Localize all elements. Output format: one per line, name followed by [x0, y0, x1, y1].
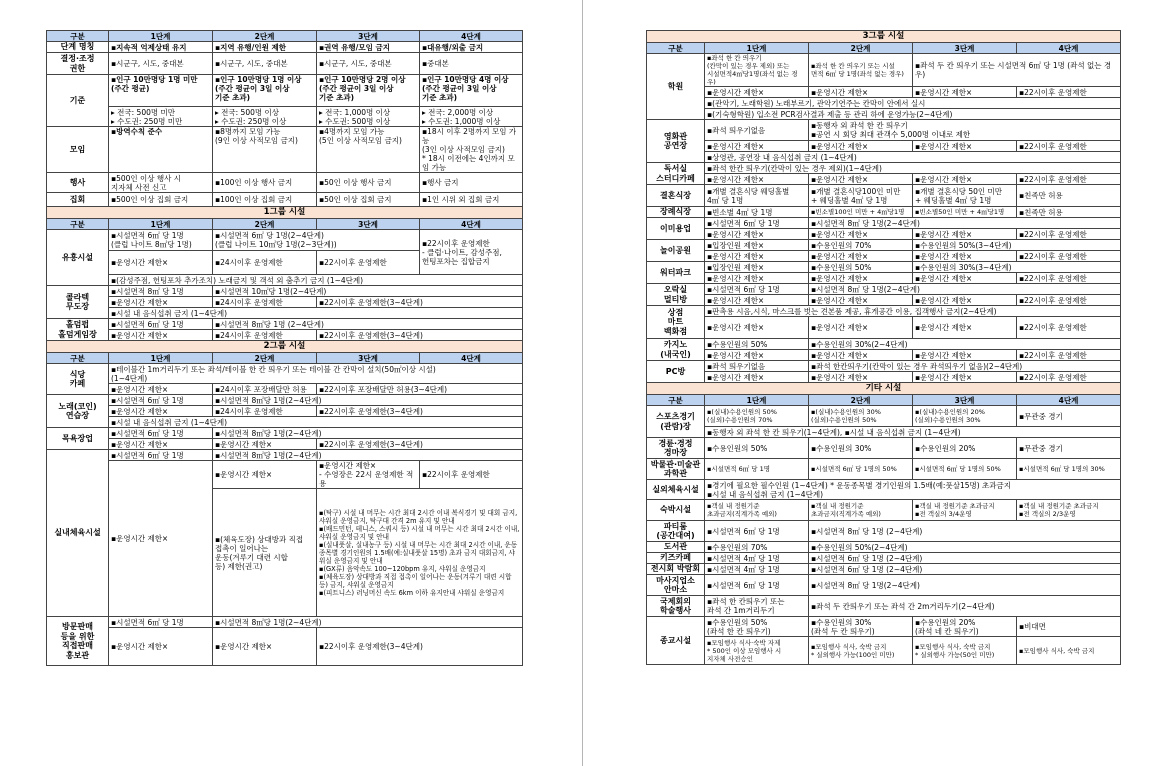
cell: ▪시설면적 6㎡ 당 1명: [109, 428, 213, 439]
cell: ▪8명까지 모임 가능 (9인 이상 사적모임 금지): [213, 127, 317, 173]
cell: ▪무관중 경기: [1017, 438, 1121, 459]
level-table-left: [46, 30, 523, 666]
header-cell: 4단계: [420, 353, 523, 364]
cell: ▪시설면적 6㎡ 당 1명의 50%: [913, 459, 1017, 480]
cell: ▪운영시간 제한×: [913, 174, 1017, 185]
cell: ▪24시이후 운영제한: [213, 297, 317, 308]
cell: ▪운영시간 제한×: [213, 461, 317, 489]
cell: ▪22시이후 운영제한: [317, 251, 420, 275]
cell: ▪시설면적 8㎡ 당 1명(2~4단계): [809, 575, 1121, 596]
cell: ▪인구 10만명당 4명 이상 (주간 평균이 3일 이상 기준 초과): [420, 75, 523, 107]
cell: ▪운영시간 제한×: [213, 628, 317, 666]
cell: ▪(체육도장) 상대방과 직접 접촉이 일어나는 운동(겨루기 대련 시합 등) 제한(권고): [213, 489, 317, 617]
row-label: 마사지업소 안마소: [647, 575, 705, 596]
cell: ▪운영시간 제한×: [705, 317, 809, 339]
cell: ▸ 전국: 1,000명 이상 ▸ 수도권: 500명 이상: [317, 107, 420, 127]
row-label: 숙박시설: [647, 500, 705, 521]
cell: ▪모임행사 식사, 숙박 금지 * 실외행사 가능(100인 미만): [809, 637, 913, 665]
header-cell: 2단계: [213, 353, 317, 364]
right-page: [646, 30, 1120, 665]
cell: ▪22시이후 운영제한(3~4단계): [317, 297, 523, 308]
cell: ▪상영관, 공연장 내 음식섭취 금지 (1~4단계): [705, 152, 1121, 163]
row-label: 국제회의 학술행사: [647, 596, 705, 617]
cell: ▪비대면: [1017, 617, 1121, 637]
cell: ▪수용인원의 20% (좌석 네 칸 띄우기): [913, 617, 1017, 637]
header-cell: 구분: [647, 395, 705, 406]
cell: ▪시설면적 4㎡ 당 1명: [705, 553, 809, 564]
cell: ▪22시이후 운영제한: [1017, 317, 1121, 339]
cell: ▪운영시간 제한×: [913, 350, 1017, 361]
cell: ▪동행자 외 좌석 한 칸 띄우기 ▪공연 시 회당 최대 관객수 5,000명 이내로 제한: [809, 120, 1121, 141]
cell: ▪24시이후 운영제한: [213, 251, 317, 275]
row-label: 키즈카페: [647, 553, 705, 564]
header-cell: 구분: [47, 31, 109, 42]
header-cell: 1단계: [705, 43, 809, 54]
cell: ▪시설면적 6㎡ 당 1명: [705, 521, 809, 542]
row-label: 행사: [47, 173, 109, 193]
cell: ▪무관중 경기: [1017, 406, 1121, 427]
cell: ▪수용인원의 50%: [705, 339, 809, 350]
cell: ▪운영시간 제한×: [705, 295, 809, 306]
cell: ▪시설면적 8㎡ 당 1명 (2~4단계): [809, 521, 1121, 542]
cell: ▪시설면적 4㎡ 당 1명: [705, 564, 809, 575]
cell: ▪좌석 한 칸 띄우기 (칸막이 있는 경우 제외) 또는 시설면적4㎡당1명(좌석 없는 경우): [705, 54, 809, 87]
cell: ▪수용인원의 30%(3~4단계): [913, 262, 1121, 273]
cell: ▪22시이후 운영제한: [1017, 350, 1121, 361]
cell: ▪운영시간 제한×: [809, 251, 913, 262]
cell: ▪시설면적 6㎡ 당 1명: [109, 617, 213, 628]
cell: ▪(관악기, 노래학원) 노래부르기, 관악기연주는 칸막이 안에서 실시: [705, 98, 1121, 109]
cell: ▪개별 결혼식당 50인 미만 + 웨딩홀별 4㎡ 당 1명: [913, 185, 1017, 207]
cell: ▪18시 이후 2명까지 모임 가능 (3인 이상 사적모임 금지) * 18시 이전에는 4인까지 모임 가능: [420, 127, 523, 173]
row-label: 놀이공원: [647, 240, 705, 262]
cell: ▪24시이후 포장배달만 허용: [213, 384, 317, 395]
row-label: 상점 마트 백화점: [647, 306, 705, 339]
cell: ▪지속적 억제상태 유지: [109, 42, 213, 53]
cell: ▪판촉용 시음,시식, 마스크를 벗는 견본품 제공, 휴게공간 이용, 집객행사 금지(2~4단계): [705, 306, 1121, 317]
cell: ▪시설면적 6㎡ 당 1명 (클럽 나이트 8㎡당 1명): [109, 230, 213, 251]
cell: ▪인구 10만명당 2명 이상 (주간 평균이 3일 이상 기준 초과): [317, 75, 420, 107]
row-label: 이미용업: [647, 218, 705, 240]
cell: ▪빈소별50인 미만 + 4㎡당1명: [913, 207, 1017, 218]
cell: ▪빈소별 4㎡ 당 1명: [705, 207, 809, 218]
cell: ▪수용인원의 50%(3~4단계): [913, 240, 1121, 251]
cell: ▪좌석 한칸 띄우기(칸막이 있는 경우 제외)(1~4단계): [705, 163, 1121, 174]
cell: ▪운영시간 제한×: [809, 372, 913, 383]
cell: ▪친족만 허용: [1017, 207, 1121, 218]
cell: ▪수용인원의 50%(2~4단계): [809, 542, 1121, 553]
header-cell: 4단계: [420, 31, 523, 42]
cell: ▪인구 10만명당 1명 이상 (주간 평균이 3일 이상 기준 초과): [213, 75, 317, 107]
row-label: 전시회 박람회: [647, 564, 705, 575]
cell: ▪운영시간 제한×: [705, 372, 809, 383]
cell: ▪22시이후 운영제한: [1017, 141, 1121, 152]
row-label: 실외체육시설: [647, 480, 705, 500]
cell: ▪22시이후 운영제한: [1017, 229, 1121, 240]
cell: ▪수용인원의 30%(2~4단계): [809, 339, 1121, 350]
level-table-right: [646, 30, 1121, 665]
cell: ▪시군구, 시도, 중대본: [213, 53, 317, 75]
section-title: 기타 시설: [647, 383, 1121, 395]
cell: ▪시설면적 6㎡ 당 1명: [705, 459, 809, 480]
row-label: 기준: [47, 75, 109, 127]
cell: ▪운영시간 제한×: [913, 251, 1017, 262]
row-label: 스포츠경기 (관람)장: [647, 406, 705, 438]
row-label: 독서실 스터디카페: [647, 163, 705, 185]
cell: ▪운영시간 제한×: [809, 229, 913, 240]
cell: ▪운영시간 제한×: [705, 251, 809, 262]
section-title: 1그룹 시설: [47, 207, 523, 219]
cell: ▪시설면적 6㎡ 당 1명(2~4단계) (클럽 나이트 10㎡당 1명(2~3단계)): [213, 230, 420, 251]
row-label: 콜라텍 무도장: [47, 286, 109, 319]
cell: ▪22시이후 운영제한: [1017, 372, 1121, 383]
row-label: 카지노 (내국인): [647, 339, 705, 361]
header-cell: 3단계: [317, 219, 420, 230]
cell: ▪수용인원의 30%: [809, 438, 913, 459]
cell: ▪시군구, 시도, 중대본: [317, 53, 420, 75]
cell: ▪운영시간 제한×: [809, 350, 913, 361]
cell: ▪좌석 띄우기없음: [705, 361, 809, 372]
cell: ▪객실 내 정원기준 초과금지(직계가족 예외): [809, 500, 913, 521]
cell: ▪객실 내 정원기준 초과금지 ▪전 객실의 2/3운영: [1017, 500, 1121, 521]
cell: ▪테이블간 1m거리두기 또는 좌석/테이블 한 칸 띄우기 또는 테이블 간 칸막이 설치(50㎡이상 시설) (1~4단계): [109, 364, 523, 384]
cell: ▪운영시간 제한×: [213, 439, 317, 450]
cell: ▪운영시간 제한×: [913, 372, 1017, 383]
header-cell: 3단계: [317, 353, 420, 364]
cell: ▪50인 이상 집회 금지: [317, 193, 420, 207]
row-label: 장례식장: [647, 207, 705, 218]
cell: ▪100인 이상 행사 금지: [213, 173, 317, 193]
cell: ▪시설면적 6㎡ 당 1명: [109, 450, 213, 461]
cell: ▪운영시간 제한× - 수영장은 22시 운영제한 적용: [317, 461, 420, 489]
cell: ▪22시이후 운영제한: [1017, 251, 1121, 262]
cell: ▪수용인원의 30% (좌석 두 칸 띄우기): [809, 617, 913, 637]
row-label: 파티룸 (공간대여): [647, 521, 705, 542]
cell: ▪운영시간 제한×: [109, 406, 213, 417]
cell: ▪운영시간 제한×: [705, 141, 809, 152]
cell: ▪시설면적 6㎡ 당 1명의 30%: [1017, 459, 1121, 480]
cell: ▪22시이후 운영제한 - 클럽·나이트, 감성주점, 헌팅포차는 집합금지: [420, 230, 523, 275]
cell: ▪시군구, 시도, 중대본: [109, 53, 213, 75]
header-cell: 1단계: [705, 395, 809, 406]
cell: ▪시설면적 8㎡ 당 1명: [109, 286, 213, 297]
cell: ▪좌석 한 칸띄우기 또는 좌석 간 1m거리두기: [705, 596, 809, 617]
cell: ▪22시이후 운영제한: [420, 461, 523, 489]
header-cell: 구분: [647, 43, 705, 54]
cell: ▪24시이후 운영제한: [213, 330, 317, 341]
cell: ▪운영시간 제한×: [809, 174, 913, 185]
cell: ▪인구 10만명당 1명 미만 (주간 평균): [109, 75, 213, 107]
cell: ▪(실내)수용인원의 30% (실외)수용인원의 50%: [809, 406, 913, 427]
row-label: 박물관·미술관 과학관: [647, 459, 705, 480]
header-cell: 2단계: [213, 31, 317, 42]
cell: ▪행사 금지: [420, 173, 523, 193]
cell: ▪운영시간 제한×: [913, 295, 1017, 306]
cell: ▪운영시간 제한×: [705, 229, 809, 240]
cell: ▪500인 이상 집회 금지: [109, 193, 213, 207]
cell: ▪방역수칙 준수: [109, 127, 213, 173]
row-label: 노래(코인) 연습장: [47, 395, 109, 428]
cell: ▪개별 결혼식당100인 미만 + 웨딩홀별 4㎡ 당 1명: [809, 185, 913, 207]
cell: ▪운영시간 제한×: [809, 141, 913, 152]
header-cell: 4단계: [420, 219, 523, 230]
cell: ▪운영시간 제한×: [109, 439, 213, 450]
cell: ▪시설면적 6㎡ 당 1명 (2~4단계): [809, 564, 1121, 575]
cell: ▪(탁구) 시설 내 머무는 시간 최대 2시간 이내 복식경기 및 대회 금지, 샤워실 운영금지, 탁구대 간격 2m 유지 및 안내 ▪(배드민턴, 테니스, 스쿼시 등) 시설 내 머무는 시간 최대 2시간 이내, 샤워실 운영금지 및 안내 ▪(실내풋살, 실내농구 등) 시설 내 머무는 시간 최대 2시간 이내, 운동종목별 경기인원의 1.5배(예:실내풋살 15명) 초과 금지 대회금지, 샤워실 운영금지 및 안내 ▪(GX류) 음악속도 100~120bpm 유지, 샤워실 운영금지 ▪(체육도장) 상대방과 직접 접촉이 일어나는 운동(겨루기 대련 시합 등) 금지, 샤워실 운영금지 ▪(피트니스) 러닝머신 속도 6km 이하 유지안내 샤워실 운영금지: [317, 489, 523, 617]
cell: ▪시설 내 음식섭취 금지 (1~4단계): [109, 308, 523, 319]
row-label: 단계 명칭: [47, 42, 109, 53]
cell: ▪시설면적 6㎡ 당 1명: [109, 319, 213, 330]
left-page: [46, 30, 522, 666]
cell: ▪22시이후 운영제한: [1017, 174, 1121, 185]
header-cell: 1단계: [109, 31, 213, 42]
row-label: 경륜·경정 경마장: [647, 438, 705, 459]
cell: ▪수용인원의 70%: [705, 542, 809, 553]
cell: ▪입장인원 제한×: [705, 240, 809, 251]
cell: ▪100인 이상 집회 금지: [213, 193, 317, 207]
row-label: 집회: [47, 193, 109, 207]
cell: ▪입장인원 제한×: [705, 262, 809, 273]
row-label: 홀덤펍 홀덤게임장: [47, 319, 109, 341]
cell: ▪대유행/외출 금지: [420, 42, 523, 53]
header-cell: 3단계: [913, 395, 1017, 406]
row-label: 도서관: [647, 542, 705, 553]
cell: ▪좌석 두 칸띄우기 또는 좌석 간 2m거리두기(2~4단계): [809, 596, 1121, 617]
cell: ▪22시이후 운영제한: [1017, 273, 1121, 284]
cell: ▪운영시간 제한×: [913, 87, 1017, 98]
cell: ▪운영시간 제한×: [705, 174, 809, 185]
cell: ▪운영시간 제한×: [109, 297, 213, 308]
cell: ▪시설면적 8㎡당 1명(2~4단계): [213, 428, 523, 439]
cell: ▪시설면적 6㎡ 당 1명 (2~4단계): [809, 553, 1121, 564]
cell: ▪경기에 필요한 필수인원 (1~4단계) * 운동종목별 경기인원의 1.5배(예:풋살15명) 초과금지 ▪시설 내 음식섭취 금지 (1~4단계): [705, 480, 1121, 500]
cell: ▪운영시간 제한×: [913, 273, 1017, 284]
header-cell: 2단계: [809, 395, 913, 406]
cell: ▪친족만 허용: [1017, 185, 1121, 207]
cell: ▪수용인원의 70%: [809, 240, 913, 251]
cell: ▪시설면적 8㎡ 당 1명(2~4단계): [809, 218, 1121, 229]
cell: ▪시설 내 음식섭취 금지 (1~4단계): [109, 417, 523, 428]
row-label: 결혼식장: [647, 185, 705, 207]
cell: ▪좌석 한 칸 띄우기 또는 시설 면적 6㎡ 당 1명(좌석 없는 경우): [809, 54, 913, 87]
page-divider: [582, 0, 583, 766]
cell: ▪1인 시위 외 집회 금지: [420, 193, 523, 207]
cell: ▪22시이후 포장배달만 허용(3~4단계): [317, 384, 523, 395]
row-label: 목욕장업: [47, 428, 109, 450]
cell: ▪4명까지 모임 가능 (5인 이상 사적모임 금지): [317, 127, 420, 173]
row-label: 모임: [47, 127, 109, 173]
header-cell: 4단계: [1017, 43, 1121, 54]
header-cell: 2단계: [809, 43, 913, 54]
cell: ▸ 전국: 500명 미만 ▸ 수도권: 250명 미만: [109, 107, 213, 127]
cell: ▪시설면적 6㎡ 당 1명: [705, 218, 809, 229]
cell: ▪(감성주점, 헌팅포차 추가조치) 노래금지 및 객석 외 춤추기 금지 (1~4단계): [109, 275, 523, 286]
cell: ▪22시이후 운영제한: [1017, 295, 1121, 306]
cell: ▸ 전국: 500명 이상 ▸ 수도권: 250명 이상: [213, 107, 317, 127]
row-label: PC방: [647, 361, 705, 383]
cell: ▪수용인원의 20%: [913, 438, 1017, 459]
cell: ▪모임행사 식사, 숙박 금지: [1017, 637, 1121, 665]
cell: ▪24시이후 운영제한: [213, 406, 317, 417]
cell: ▪시설면적 8㎡당 1명 (2~4단계): [213, 319, 523, 330]
row-label: 실내체육시설: [47, 450, 109, 617]
row-label: 학원: [647, 54, 705, 120]
cell: ▪좌석 두 칸 띄우기 또는 시설면적 6㎡ 당 1명 (좌석 없는 경우): [913, 54, 1121, 87]
cell: ▪시설면적 6㎡ 당 1명의 50%: [809, 459, 913, 480]
cell: ▪시설면적 6㎡ 당 1명: [705, 284, 809, 295]
cell: ▪권역 유행/모임 금지: [317, 42, 420, 53]
cell: ▪운영시간 제한×: [809, 273, 913, 284]
cell: ▪수용인원의 50% (좌석 한 칸 띄우기): [705, 617, 809, 637]
row-label: 식당 카페: [47, 364, 109, 395]
cell: ▪운영시간 제한×: [913, 317, 1017, 339]
cell: ▪22시이후 운영제한(3~4단계): [317, 439, 523, 450]
cell: ▪500인 이상 행사 시 지자체 사전 신고: [109, 173, 213, 193]
section-title: 3그룹 시설: [647, 31, 1121, 43]
cell: ▸ 전국: 2,000명 이상 ▸ 수도권: 1,000명 이상: [420, 107, 523, 127]
cell: ▪시설면적 10㎡당 1명(2~4단계): [213, 286, 523, 297]
row-label: 종교시설: [647, 617, 705, 665]
cell: ▪(기숙형학원) 입소전 PCR검사결과 제출 등 관리 하에 운영가능(2~4단계): [705, 109, 1121, 120]
cell: ▪시설면적 8㎡당 1명(2~4단계): [213, 395, 523, 406]
cell: ▪수용인원의 50%: [705, 438, 809, 459]
cell: ▪운영시간 제한×: [809, 87, 913, 98]
cell: ▪22시이후 운영제한: [1017, 87, 1121, 98]
row-label: 방문판매 등을 위한 직접판매 홍보관: [47, 617, 109, 666]
cell: ▪운영시간 제한×: [913, 229, 1017, 240]
cell: ▪22시이후 운영제한(3~4단계): [317, 406, 523, 417]
cell: ▪50인 이상 행사 금지: [317, 173, 420, 193]
cell: ▪운영시간 제한×: [705, 273, 809, 284]
cell: ▪시설면적 8㎡당 1명(2~4단계): [213, 617, 523, 628]
cell: ▪운영시간 제한×: [809, 317, 913, 339]
row-label: 워터파크: [647, 262, 705, 284]
header-cell: 3단계: [317, 31, 420, 42]
cell: ▪22시이후 운영제한(3~4단계): [317, 628, 523, 666]
cell: ▪운영시간 제한×: [109, 251, 213, 275]
cell: ▪객실 내 정원기준 초과금지 ▪전 객실의 3/4운영: [913, 500, 1017, 521]
cell: ▪운영시간 제한×: [705, 350, 809, 361]
section-title: 2그룹 시설: [47, 341, 523, 353]
cell: ▪빈소별100인 미만 + 4㎡당1명: [809, 207, 913, 218]
row-label: 영화관 공연장: [647, 120, 705, 163]
cell: ▪시설면적 6㎡ 당 1명: [109, 395, 213, 406]
cell: ▪(실내)수용인원의 20% (실외)수용인원의 30%: [913, 406, 1017, 427]
row-label: 유흥시설: [47, 230, 109, 286]
cell: ▪중대본: [420, 53, 523, 75]
cell: ▪운영시간 제한×: [109, 628, 213, 666]
header-cell: 구분: [47, 353, 109, 364]
cell: ▪22시이후 운영제한(3~4단계): [317, 330, 523, 341]
row-label: 결정·조정 권한: [47, 53, 109, 75]
cell: ▪개별 결혼식당 웨딩홀별 4㎡ 당 1명: [705, 185, 809, 207]
cell: ▪시설면적 6㎡ 당 1명: [705, 575, 809, 596]
header-cell: 2단계: [213, 219, 317, 230]
cell: ▪운영시간 제한×: [913, 141, 1017, 152]
header-cell: 1단계: [109, 353, 213, 364]
cell: ▪좌석 한칸띄우기(칸막이 있는 경우 좌석띄우기 없음)(2~4단계): [809, 361, 1121, 372]
cell: ▪수용인원의 50%: [809, 262, 913, 273]
cell: ▪(실내)수용인원의 50% (실외)수용인원의 70%: [705, 406, 809, 427]
cell: ▪운영시간 제한×: [109, 461, 213, 617]
row-label: 오락실 멀티방: [647, 284, 705, 306]
cell: ▪객실 내 정원기준 초과금지(직계가족 예외): [705, 500, 809, 521]
cell: ▪지역 유행/인원 제한: [213, 42, 317, 53]
cell: ▪모임행사 식사, 숙박 금지 * 실외행사 가능(50인 미만): [913, 637, 1017, 665]
cell: ▪모임행사 식사·숙박 자제 * 500인 이상 모임행사 시 지자체 사전승인: [705, 637, 809, 665]
cell: ▪운영시간 제한×: [809, 295, 913, 306]
cell: ▪시설면적 8㎡ 당 1명(2~4단계): [809, 284, 1121, 295]
cell: ▪운영시간 제한×: [109, 330, 213, 341]
cell: ▪동행자 외 좌석 한 칸 띄우기(1~4단계), ▪시설 내 음식섭취 금지 (1~4단계): [705, 427, 1121, 438]
cell: ▪운영시간 제한×: [109, 384, 213, 395]
cell: ▪운영시간 제한×: [705, 87, 809, 98]
header-cell: 1단계: [109, 219, 213, 230]
cell: ▪좌석 띄우기없음: [705, 120, 809, 141]
cell: ▪시설면적 8㎡당 1명(2~4단계): [213, 450, 523, 461]
header-cell: 구분: [47, 219, 109, 230]
header-cell: 4단계: [1017, 395, 1121, 406]
header-cell: 3단계: [913, 43, 1017, 54]
